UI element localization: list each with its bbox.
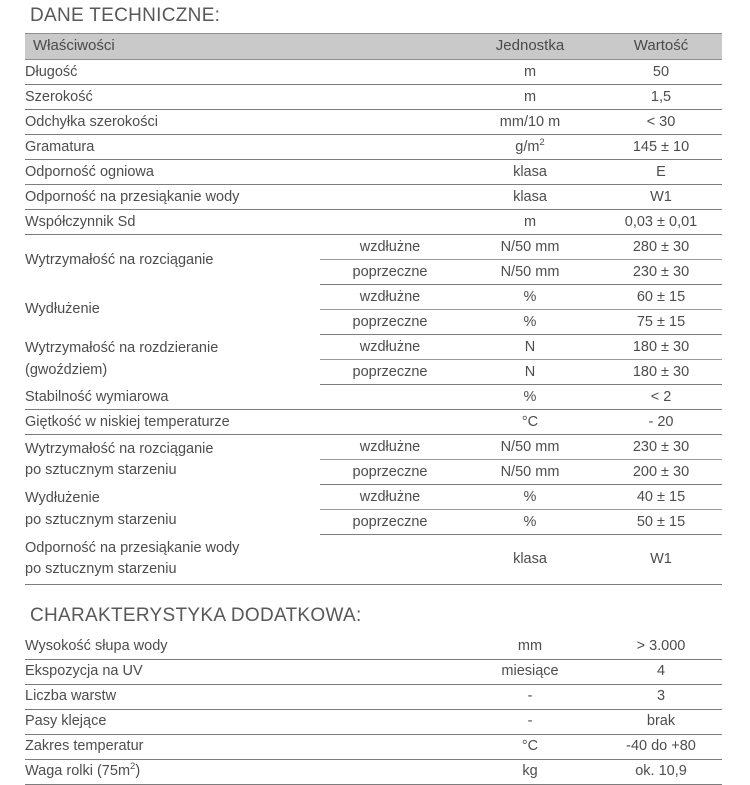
- cell-direction: [320, 135, 460, 160]
- cell-unit: N/50 mm: [460, 435, 600, 460]
- column-header-value: Wartość: [600, 34, 722, 60]
- technical-data-body: [25, 60, 722, 585]
- cell-direction: [320, 709, 460, 734]
- cell-direction: poprzeczne: [320, 510, 460, 535]
- cell-unit: mm: [460, 634, 600, 659]
- cell-direction: wzdłużne: [320, 285, 460, 310]
- cell-property: Pasy klejące: [25, 709, 320, 734]
- cell-value: ok. 10,9: [600, 759, 722, 784]
- cell-property: [25, 335, 320, 385]
- cell-value: 0,03 ± 0,01: [600, 210, 722, 235]
- cell-value: 200 ± 30: [600, 460, 722, 485]
- cell-direction: poprzeczne: [320, 260, 460, 285]
- cell-property: Waga rolki $(75m^2)$: [25, 759, 320, 784]
- cell-unit: $g/m^2$: [460, 135, 600, 160]
- cell-direction: [320, 535, 460, 585]
- cell-unit: -: [460, 684, 600, 709]
- cell-direction: [320, 110, 460, 135]
- cell-value: 75 ± 15: [600, 310, 722, 335]
- additional-characteristics-table: [25, 634, 722, 785]
- page-title-technical-data: DANE TECHNICZNE:: [30, 5, 221, 26]
- table-row: [25, 684, 722, 709]
- cell-value: 1,5: [600, 85, 722, 110]
- cell-value: 60 ± 15: [600, 285, 722, 310]
- cell-property: Współczynnik Sd: [25, 210, 320, 235]
- cell-unit: %: [460, 385, 600, 410]
- cell-property: Wysokość słupa wody: [25, 634, 320, 659]
- table-row: [25, 285, 722, 310]
- cell-property: [25, 435, 320, 485]
- cell-property: Wytrzymałość na rozciąganie: [25, 251, 214, 268]
- cell-value: > 3.000: [600, 634, 722, 659]
- cell-value: -40 do +80: [600, 734, 722, 759]
- cell-property: Zakres temperatur: [25, 734, 320, 759]
- table-row: [25, 659, 722, 684]
- cell-value: 50: [600, 60, 722, 85]
- cell-unit: N/50 mm: [460, 460, 600, 485]
- table-row: [25, 634, 722, 659]
- cell-direction: wzdłużne: [320, 235, 460, 260]
- table-header-row: [25, 34, 722, 60]
- cell-direction: [320, 385, 460, 410]
- table-row: [25, 235, 722, 260]
- superscript: 2: [539, 137, 545, 149]
- cell-value: 180 ± 30: [600, 335, 722, 360]
- cell-property: Szerokość: [25, 85, 320, 110]
- column-header-property: Właściwości: [25, 34, 320, 60]
- page-title-additional-characteristics: CHARAKTERYSTYKA DODATKOWA:: [30, 605, 362, 626]
- cell-property: Długość: [25, 60, 320, 85]
- cell-value: - 20: [600, 410, 722, 435]
- cell-property: Ekspozycja na UV: [25, 659, 320, 684]
- column-header-unit: Jednostka: [460, 34, 600, 60]
- table-row: [25, 535, 722, 585]
- cell-value: 50 ± 15: [600, 510, 722, 535]
- table-row: [25, 110, 722, 135]
- cell-unit: kg: [460, 759, 600, 784]
- cell-property: Wydłużenie: [25, 301, 100, 318]
- cell-unit: °C: [460, 410, 600, 435]
- cell-direction: wzdłużne: [320, 435, 460, 460]
- table-row: [25, 485, 722, 510]
- cell-property: [25, 535, 320, 585]
- cell-unit: N: [460, 335, 600, 360]
- cell-direction: poprzeczne: [320, 360, 460, 385]
- property-line-2: (gwoździem): [25, 361, 108, 378]
- table-row: [25, 435, 722, 460]
- technical-data-table: [25, 33, 722, 585]
- cell-property: Odchyłka szerokości: [25, 110, 320, 135]
- property-line-2: po sztucznym starzeniu: [25, 511, 177, 528]
- cell-value: < 2: [600, 385, 722, 410]
- property-line-2: po sztucznym starzeniu: [25, 561, 177, 578]
- property-line-1: Wytrzymałość na rozdzieranie: [25, 340, 219, 357]
- cell-unit: mm/10 m: [460, 110, 600, 135]
- cell-property: Liczba warstw: [25, 684, 320, 709]
- table-row: [25, 135, 722, 160]
- cell-direction: [320, 160, 460, 185]
- cell-value: < 30: [600, 110, 722, 135]
- superscript: 2: [130, 761, 136, 773]
- cell-direction: poprzeczne: [320, 460, 460, 485]
- cell-direction: [320, 734, 460, 759]
- cell-unit: %: [460, 310, 600, 335]
- cell-unit: N/50 mm: [460, 260, 600, 285]
- cell-unit: %: [460, 510, 600, 535]
- table-row: [25, 734, 722, 759]
- cell-property: Odporność ogniowa: [25, 160, 320, 185]
- cell-unit: %: [460, 485, 600, 510]
- cell-direction: [320, 684, 460, 709]
- cell-unit: klasa: [460, 160, 600, 185]
- cell-property: Odporność na przesiąkanie wody: [25, 185, 320, 210]
- table-row: [25, 335, 722, 360]
- cell-direction: [320, 185, 460, 210]
- table-row: [25, 385, 722, 410]
- table-row: [25, 85, 722, 110]
- cell-direction: poprzeczne: [320, 310, 460, 335]
- cell-property: [25, 485, 320, 535]
- cell-value: E: [600, 160, 722, 185]
- cell-direction: wzdłużne: [320, 485, 460, 510]
- cell-property: Stabilność wymiarowa: [25, 385, 320, 410]
- property-line-1: Odporność na przesiąkanie wody: [25, 540, 240, 557]
- cell-value: 230 ± 30: [600, 435, 722, 460]
- table-row: [25, 210, 722, 235]
- cell-direction: [320, 659, 460, 684]
- cell-direction: [320, 210, 460, 235]
- cell-unit: m: [460, 85, 600, 110]
- cell-unit: klasa: [460, 535, 600, 585]
- cell-direction: [320, 85, 460, 110]
- cell-property: Gramatura: [25, 135, 320, 160]
- additional-characteristics-body: [25, 634, 722, 784]
- cell-unit: m: [460, 210, 600, 235]
- cell-direction: [320, 410, 460, 435]
- cell-property: Giętkość w niskiej temperaturze: [25, 410, 320, 435]
- property-line-1: Wytrzymałość na rozciąganie: [25, 440, 214, 457]
- cell-value: 40 ± 15: [600, 485, 722, 510]
- cell-value: brak: [600, 709, 722, 734]
- cell-value: 230 ± 30: [600, 260, 722, 285]
- table-row: [25, 759, 722, 784]
- cell-value: 4: [600, 659, 722, 684]
- cell-unit: %: [460, 285, 600, 310]
- cell-unit: -: [460, 709, 600, 734]
- cell-direction: [320, 60, 460, 85]
- cell-unit: °C: [460, 734, 600, 759]
- cell-direction: [320, 759, 460, 784]
- cell-unit: miesiące: [460, 659, 600, 684]
- table-row: [25, 410, 722, 435]
- cell-direction: wzdłużne: [320, 335, 460, 360]
- column-header-direction: [320, 34, 460, 60]
- cell-value: 3: [600, 684, 722, 709]
- cell-value: 145 ± 10: [600, 135, 722, 160]
- cell-value: 280 ± 30: [600, 235, 722, 260]
- property-line-2: po sztucznym starzeniu: [25, 461, 177, 478]
- table-row: [25, 60, 722, 85]
- table-row: [25, 160, 722, 185]
- table-row: [25, 185, 722, 210]
- cell-unit: N: [460, 360, 600, 385]
- property-line-1: Wydłużenie: [25, 490, 100, 507]
- cell-unit: m: [460, 60, 600, 85]
- cell-value: W1: [600, 185, 722, 210]
- cell-unit: N/50 mm: [460, 235, 600, 260]
- cell-direction: [320, 634, 460, 659]
- cell-value: 180 ± 30: [600, 360, 722, 385]
- cell-unit: klasa: [460, 185, 600, 210]
- cell-value: W1: [600, 535, 722, 585]
- table-row: [25, 709, 722, 734]
